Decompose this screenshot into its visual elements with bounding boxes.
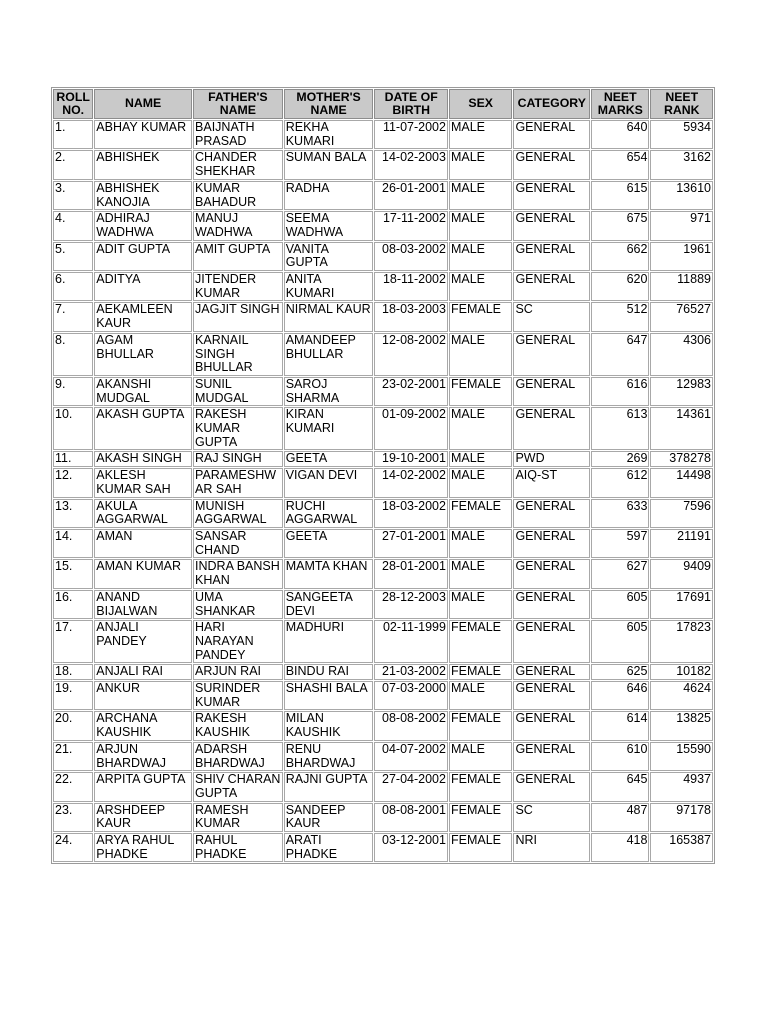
cell-category: GENERAL [513, 181, 590, 210]
cell-date-of-birth: 18-03-2002 [374, 499, 448, 528]
cell-sex: MALE [449, 272, 512, 301]
cell-roll-no: 2. [53, 150, 93, 179]
table-row [53, 529, 713, 558]
cell-name: AMAN KUMAR [94, 559, 192, 588]
cell-date-of-birth: 21-03-2002 [374, 664, 448, 680]
cell-sex: FEMALE [449, 711, 512, 740]
cell-neet-marks: 646 [591, 681, 649, 710]
cell-name: ABHISHEK [94, 150, 192, 179]
cell-mothers-name: MILAN KAUSHIK [284, 711, 374, 740]
cell-mothers-name: RADHA [284, 181, 374, 210]
table-row [53, 742, 713, 771]
cell-roll-no: 1. [53, 120, 93, 149]
cell-date-of-birth: 27-04-2002 [374, 772, 448, 801]
cell-mothers-name: REKHA KUMARI [284, 120, 374, 149]
cell-name: AGAM BHULLAR [94, 333, 192, 376]
cell-mothers-name: SHASHI BALA [284, 681, 374, 710]
cell-fathers-name: RAJ SINGH [193, 451, 283, 467]
cell-neet-marks: 487 [591, 803, 649, 832]
header-mothers-name: MOTHER'S NAME [284, 89, 374, 119]
cell-date-of-birth: 03-12-2001 [374, 833, 448, 862]
cell-roll-no: 18. [53, 664, 93, 680]
cell-neet-rank: 4937 [650, 772, 713, 801]
cell-roll-no: 21. [53, 742, 93, 771]
cell-category: GENERAL [513, 211, 590, 240]
cell-date-of-birth: 26-01-2001 [374, 181, 448, 210]
cell-neet-marks: 615 [591, 181, 649, 210]
cell-sex: FEMALE [449, 803, 512, 832]
cell-neet-rank: 7596 [650, 499, 713, 528]
cell-roll-no: 8. [53, 333, 93, 376]
cell-neet-marks: 627 [591, 559, 649, 588]
cell-name: ANJALI RAI [94, 664, 192, 680]
cell-roll-no: 5. [53, 242, 93, 271]
cell-roll-no: 10. [53, 407, 93, 450]
cell-name: ARCHANA KAUSHIK [94, 711, 192, 740]
cell-sex: FEMALE [449, 772, 512, 801]
cell-mothers-name: RAJNI GUPTA [284, 772, 374, 801]
cell-date-of-birth: 18-11-2002 [374, 272, 448, 301]
cell-neet-marks: 610 [591, 742, 649, 771]
cell-neet-rank: 4306 [650, 333, 713, 376]
cell-neet-rank: 13610 [650, 181, 713, 210]
cell-date-of-birth: 08-03-2002 [374, 242, 448, 271]
cell-neet-marks: 269 [591, 451, 649, 467]
cell-category: GENERAL [513, 772, 590, 801]
table-row [53, 711, 713, 740]
cell-fathers-name: ARJUN RAI [193, 664, 283, 680]
table-row [53, 559, 713, 588]
cell-sex: MALE [449, 529, 512, 558]
cell-mothers-name: GEETA [284, 451, 374, 467]
header-neet-rank: NEET RANK [650, 89, 713, 119]
cell-mothers-name: RENU BHARDWAJ [284, 742, 374, 771]
cell-fathers-name: MANUJ WADHWA [193, 211, 283, 240]
cell-fathers-name: ADARSH BHARDWAJ [193, 742, 283, 771]
cell-category: GENERAL [513, 499, 590, 528]
table-row [53, 499, 713, 528]
cell-sex: MALE [449, 120, 512, 149]
cell-neet-marks: 612 [591, 468, 649, 497]
cell-category: GENERAL [513, 272, 590, 301]
cell-fathers-name: JAGJIT SINGH [193, 302, 283, 331]
cell-mothers-name: GEETA [284, 529, 374, 558]
cell-sex: FEMALE [449, 620, 512, 663]
cell-category: GENERAL [513, 559, 590, 588]
table-row [53, 620, 713, 663]
cell-roll-no: 23. [53, 803, 93, 832]
cell-sex: MALE [449, 150, 512, 179]
cell-neet-marks: 620 [591, 272, 649, 301]
cell-name: AKULA AGGARWAL [94, 499, 192, 528]
cell-category: GENERAL [513, 120, 590, 149]
cell-category: GENERAL [513, 377, 590, 406]
cell-name: ARPITA GUPTA [94, 772, 192, 801]
cell-neet-rank: 14498 [650, 468, 713, 497]
cell-name: AKASH SINGH [94, 451, 192, 467]
cell-name: ABHAY KUMAR [94, 120, 192, 149]
table-row [53, 451, 713, 467]
cell-mothers-name: SANGEETA DEVI [284, 590, 374, 619]
cell-fathers-name: AMIT GUPTA [193, 242, 283, 271]
cell-neet-rank: 11889 [650, 272, 713, 301]
cell-neet-marks: 647 [591, 333, 649, 376]
cell-name: AKASH GUPTA [94, 407, 192, 450]
cell-neet-marks: 605 [591, 620, 649, 663]
cell-mothers-name: MADHURI [284, 620, 374, 663]
cell-fathers-name: SHIV CHARAN GUPTA [193, 772, 283, 801]
cell-name: ABHISHEK KANOJIA [94, 181, 192, 210]
cell-neet-marks: 614 [591, 711, 649, 740]
table-row [53, 120, 713, 149]
table-row [53, 377, 713, 406]
cell-name: AKANSHI MUDGAL [94, 377, 192, 406]
cell-sex: FEMALE [449, 377, 512, 406]
cell-mothers-name: KIRAN KUMARI [284, 407, 374, 450]
cell-date-of-birth: 08-08-2001 [374, 803, 448, 832]
table-row [53, 181, 713, 210]
cell-sex: MALE [449, 681, 512, 710]
cell-neet-marks: 640 [591, 120, 649, 149]
cell-category: GENERAL [513, 681, 590, 710]
cell-sex: MALE [449, 742, 512, 771]
cell-fathers-name: MUNISH AGGARWAL [193, 499, 283, 528]
results-table [51, 87, 715, 864]
cell-category: PWD [513, 451, 590, 467]
cell-fathers-name: INDRA BANSH KHAN [193, 559, 283, 588]
header-name: NAME [94, 89, 192, 119]
cell-neet-marks: 662 [591, 242, 649, 271]
cell-roll-no: 19. [53, 681, 93, 710]
cell-date-of-birth: 01-09-2002 [374, 407, 448, 450]
cell-mothers-name: AMANDEEP BHULLAR [284, 333, 374, 376]
cell-roll-no: 16. [53, 590, 93, 619]
cell-fathers-name: SUNIL MUDGAL [193, 377, 283, 406]
cell-name: ANJALI PANDEY [94, 620, 192, 663]
table-header-row [53, 89, 713, 119]
table-row [53, 272, 713, 301]
cell-roll-no: 3. [53, 181, 93, 210]
cell-roll-no: 9. [53, 377, 93, 406]
cell-mothers-name: SUMAN BALA [284, 150, 374, 179]
cell-sex: FEMALE [449, 499, 512, 528]
cell-date-of-birth: 19-10-2001 [374, 451, 448, 467]
cell-fathers-name: RAKESH KAUSHIK [193, 711, 283, 740]
cell-category: SC [513, 302, 590, 331]
cell-date-of-birth: 14-02-2003 [374, 150, 448, 179]
cell-name: ANAND BIJALWAN [94, 590, 192, 619]
cell-neet-rank: 9409 [650, 559, 713, 588]
cell-date-of-birth: 28-12-2003 [374, 590, 448, 619]
cell-mothers-name: BINDU RAI [284, 664, 374, 680]
cell-name: ADITYA [94, 272, 192, 301]
cell-name: ADHIRAJ WADHWA [94, 211, 192, 240]
cell-sex: MALE [449, 559, 512, 588]
cell-name: ARYA RAHUL PHADKE [94, 833, 192, 862]
table-row [53, 242, 713, 271]
cell-mothers-name: SEEMA WADHWA [284, 211, 374, 240]
cell-date-of-birth: 07-03-2000 [374, 681, 448, 710]
header-roll-no: ROLL NO. [53, 89, 93, 119]
cell-date-of-birth: 28-01-2001 [374, 559, 448, 588]
cell-sex: MALE [449, 181, 512, 210]
table-row [53, 803, 713, 832]
cell-category: GENERAL [513, 242, 590, 271]
cell-sex: FEMALE [449, 302, 512, 331]
cell-category: GENERAL [513, 529, 590, 558]
cell-neet-rank: 97178 [650, 803, 713, 832]
cell-fathers-name: KARNAIL SINGH BHULLAR [193, 333, 283, 376]
cell-neet-rank: 12983 [650, 377, 713, 406]
cell-neet-rank: 76527 [650, 302, 713, 331]
cell-neet-rank: 971 [650, 211, 713, 240]
cell-fathers-name: HARI NARAYAN PANDEY [193, 620, 283, 663]
cell-roll-no: 11. [53, 451, 93, 467]
cell-category: SC [513, 803, 590, 832]
table-row [53, 681, 713, 710]
cell-neet-rank: 21191 [650, 529, 713, 558]
cell-roll-no: 20. [53, 711, 93, 740]
cell-fathers-name: RAMESH KUMAR [193, 803, 283, 832]
cell-roll-no: 12. [53, 468, 93, 497]
cell-neet-marks: 675 [591, 211, 649, 240]
cell-neet-rank: 4624 [650, 681, 713, 710]
cell-fathers-name: SURINDER KUMAR [193, 681, 283, 710]
table-row [53, 211, 713, 240]
cell-neet-marks: 645 [591, 772, 649, 801]
cell-fathers-name: UMA SHANKAR [193, 590, 283, 619]
cell-neet-marks: 654 [591, 150, 649, 179]
cell-neet-marks: 613 [591, 407, 649, 450]
cell-mothers-name: VANITA GUPTA [284, 242, 374, 271]
cell-name: ARSHDEEP KAUR [94, 803, 192, 832]
cell-date-of-birth: 23-02-2001 [374, 377, 448, 406]
cell-neet-marks: 597 [591, 529, 649, 558]
cell-fathers-name: CHANDER SHEKHAR [193, 150, 283, 179]
cell-neet-rank: 378278 [650, 451, 713, 467]
table-row [53, 333, 713, 376]
cell-sex: MALE [449, 590, 512, 619]
table-row [53, 772, 713, 801]
cell-category: NRI [513, 833, 590, 862]
cell-name: AEKAMLEEN KAUR [94, 302, 192, 331]
cell-fathers-name: PARAMESHW AR SAH [193, 468, 283, 497]
cell-neet-marks: 616 [591, 377, 649, 406]
table-row [53, 833, 713, 862]
cell-name: ANKUR [94, 681, 192, 710]
cell-sex: FEMALE [449, 833, 512, 862]
cell-sex: MALE [449, 211, 512, 240]
cell-sex: MALE [449, 451, 512, 467]
cell-neet-rank: 13825 [650, 711, 713, 740]
cell-category: GENERAL [513, 407, 590, 450]
cell-mothers-name: SANDEEP KAUR [284, 803, 374, 832]
cell-mothers-name: VIGAN DEVI [284, 468, 374, 497]
table-row [53, 664, 713, 680]
cell-category: GENERAL [513, 620, 590, 663]
cell-name: AKLESH KUMAR SAH [94, 468, 192, 497]
header-sex: SEX [449, 89, 512, 119]
cell-neet-marks: 512 [591, 302, 649, 331]
cell-name: ADIT GUPTA [94, 242, 192, 271]
table-row [53, 590, 713, 619]
cell-sex: MALE [449, 242, 512, 271]
cell-name: ARJUN BHARDWAJ [94, 742, 192, 771]
header-neet-marks: NEET MARKS [591, 89, 649, 119]
cell-category: GENERAL [513, 150, 590, 179]
cell-category: GENERAL [513, 711, 590, 740]
cell-neet-marks: 418 [591, 833, 649, 862]
table-row [53, 302, 713, 331]
cell-roll-no: 13. [53, 499, 93, 528]
cell-date-of-birth: 02-11-1999 [374, 620, 448, 663]
cell-date-of-birth: 14-02-2002 [374, 468, 448, 497]
header-fathers-name: FATHER'S NAME [193, 89, 283, 119]
cell-neet-rank: 5934 [650, 120, 713, 149]
cell-neet-rank: 17823 [650, 620, 713, 663]
cell-roll-no: 4. [53, 211, 93, 240]
cell-category: GENERAL [513, 664, 590, 680]
cell-fathers-name: SANSAR CHAND [193, 529, 283, 558]
cell-roll-no: 17. [53, 620, 93, 663]
cell-date-of-birth: 17-11-2002 [374, 211, 448, 240]
cell-sex: MALE [449, 468, 512, 497]
cell-category: GENERAL [513, 742, 590, 771]
cell-fathers-name: JITENDER KUMAR [193, 272, 283, 301]
table-row [53, 468, 713, 497]
cell-roll-no: 22. [53, 772, 93, 801]
cell-neet-marks: 605 [591, 590, 649, 619]
cell-date-of-birth: 11-07-2002 [374, 120, 448, 149]
cell-mothers-name: RUCHI AGGARWAL [284, 499, 374, 528]
table-row [53, 150, 713, 179]
cell-roll-no: 6. [53, 272, 93, 301]
document-page [51, 87, 715, 864]
cell-neet-marks: 633 [591, 499, 649, 528]
cell-sex: MALE [449, 407, 512, 450]
cell-date-of-birth: 08-08-2002 [374, 711, 448, 740]
cell-fathers-name: BAIJNATH PRASAD [193, 120, 283, 149]
cell-neet-marks: 625 [591, 664, 649, 680]
cell-neet-rank: 14361 [650, 407, 713, 450]
table-row [53, 407, 713, 450]
cell-fathers-name: KUMAR BAHADUR [193, 181, 283, 210]
cell-sex: FEMALE [449, 664, 512, 680]
cell-neet-rank: 3162 [650, 150, 713, 179]
cell-neet-rank: 10182 [650, 664, 713, 680]
cell-roll-no: 7. [53, 302, 93, 331]
cell-mothers-name: ANITA KUMARI [284, 272, 374, 301]
cell-category: GENERAL [513, 333, 590, 376]
cell-mothers-name: NIRMAL KAUR [284, 302, 374, 331]
cell-roll-no: 24. [53, 833, 93, 862]
cell-category: AIQ-ST [513, 468, 590, 497]
cell-mothers-name: ARATI PHADKE [284, 833, 374, 862]
header-category: CATEGORY [513, 89, 590, 119]
cell-neet-rank: 1961 [650, 242, 713, 271]
cell-name: AMAN [94, 529, 192, 558]
cell-date-of-birth: 04-07-2002 [374, 742, 448, 771]
cell-neet-rank: 15590 [650, 742, 713, 771]
cell-neet-rank: 17691 [650, 590, 713, 619]
cell-date-of-birth: 12-08-2002 [374, 333, 448, 376]
header-date-of-birth: DATE OF BIRTH [374, 89, 448, 119]
cell-roll-no: 14. [53, 529, 93, 558]
cell-mothers-name: SAROJ SHARMA [284, 377, 374, 406]
cell-mothers-name: MAMTA KHAN [284, 559, 374, 588]
cell-date-of-birth: 18-03-2003 [374, 302, 448, 331]
cell-roll-no: 15. [53, 559, 93, 588]
cell-sex: MALE [449, 333, 512, 376]
cell-date-of-birth: 27-01-2001 [374, 529, 448, 558]
cell-neet-rank: 165387 [650, 833, 713, 862]
cell-fathers-name: RAHUL PHADKE [193, 833, 283, 862]
cell-fathers-name: RAKESH KUMAR GUPTA [193, 407, 283, 450]
cell-category: GENERAL [513, 590, 590, 619]
table-body [53, 120, 713, 862]
